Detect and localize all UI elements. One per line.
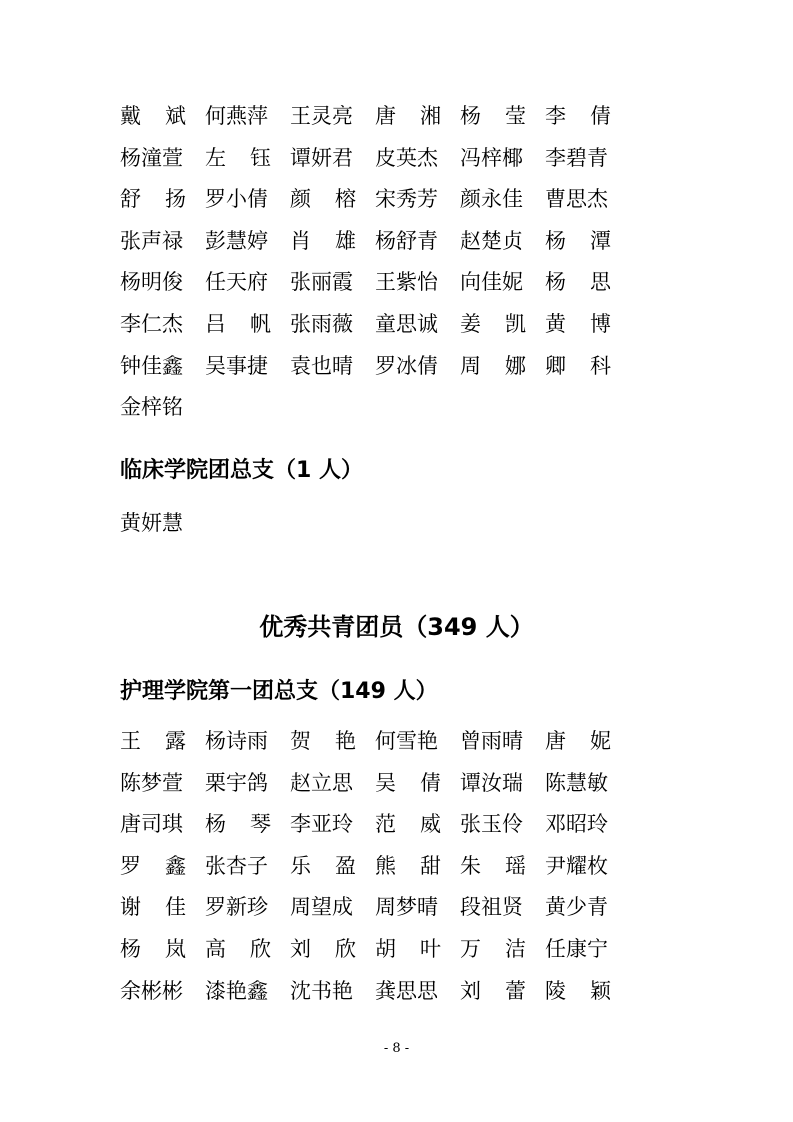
person-name: 舒 扬 xyxy=(120,187,186,212)
person-name: 任康宁 xyxy=(545,937,608,961)
person-name: 宋秀芳 xyxy=(375,187,438,212)
person-name: 杨 莹 xyxy=(460,104,526,128)
name-row xyxy=(0,226,793,256)
person-name: 栗宇鸽 xyxy=(205,770,268,795)
person-name: 张杏子 xyxy=(205,853,268,878)
name-row xyxy=(0,184,793,214)
person-name: 任天府 xyxy=(205,270,268,295)
person-name: 杨明俊 xyxy=(120,270,183,295)
person-name: 陵 颖 xyxy=(545,978,611,1003)
person-name: 罗小倩 xyxy=(205,187,268,212)
person-name: 张丽霞 xyxy=(290,270,353,295)
person-name: 袁也晴 xyxy=(290,353,353,378)
person-name: 周梦晴 xyxy=(375,895,438,920)
person-name: 戴 斌 xyxy=(120,104,186,128)
person-name: 何雪艳 xyxy=(375,729,438,753)
person-name: 熊 甜 xyxy=(375,853,441,878)
person-name: 罗冰倩 xyxy=(375,353,438,378)
name-row xyxy=(0,892,793,922)
person-name: 皮英杰 xyxy=(375,145,438,170)
person-name: 杨潼萱 xyxy=(120,145,183,170)
person-name: 黄 博 xyxy=(545,312,611,336)
person-name: 李 倩 xyxy=(545,104,611,128)
person-name: 万 洁 xyxy=(460,937,526,961)
person-name: 沈书艳 xyxy=(290,978,353,1003)
person-name: 周望成 xyxy=(290,895,353,920)
person-name: 罗 鑫 xyxy=(120,853,186,878)
person-name: 高 欣 xyxy=(205,937,271,961)
person-name: 黄少青 xyxy=(545,895,608,920)
person-name: 钟佳鑫 xyxy=(120,353,183,378)
name-row xyxy=(0,809,793,839)
name-row xyxy=(0,508,793,538)
person-name: 乐 盈 xyxy=(290,853,356,878)
person-name: 肖 雄 xyxy=(290,228,356,253)
person-name: 朱 瑶 xyxy=(460,853,526,878)
person-name: 杨 琴 xyxy=(205,812,271,837)
section-heading-clinical: 临床学院团总支（1 人） xyxy=(120,458,363,483)
person-name: 漆艳鑫 xyxy=(205,978,268,1003)
person-name: 刘 欣 xyxy=(290,937,356,961)
person-name: 冯梓椰 xyxy=(460,145,523,170)
person-name: 王灵亮 xyxy=(290,104,353,128)
person-name: 李仁杰 xyxy=(120,312,183,336)
person-name: 刘 蕾 xyxy=(460,978,526,1003)
person-name: 邓昭玲 xyxy=(545,812,608,837)
person-name: 余彬彬 xyxy=(120,978,183,1003)
person-name: 曹思杰 xyxy=(545,187,608,212)
person-name: 尹耀枚 xyxy=(545,853,608,878)
name-row xyxy=(0,768,793,798)
name-row xyxy=(0,934,793,964)
name-row xyxy=(0,101,793,131)
person-name: 张玉伶 xyxy=(460,812,523,837)
person-name: 陈梦萱 xyxy=(120,770,183,795)
name-row xyxy=(0,726,793,756)
section-heading-nursing-first: 护理学院第一团总支（149 人） xyxy=(120,679,438,704)
person-name: 罗新珍 xyxy=(205,895,268,920)
person-name: 唐 妮 xyxy=(545,729,611,753)
person-name: 杨诗雨 xyxy=(205,729,268,753)
person-name: 彭慧婷 xyxy=(205,228,268,253)
page-title-outstanding-members: 优秀共青团员（349 人） xyxy=(259,613,534,641)
person-name: 黄妍慧 xyxy=(120,511,183,535)
name-row xyxy=(0,351,793,381)
name-row xyxy=(0,851,793,881)
person-name: 曾雨晴 xyxy=(460,729,523,753)
person-name: 杨舒青 xyxy=(375,228,438,253)
name-row xyxy=(0,976,793,1006)
person-name: 范 威 xyxy=(375,812,441,837)
name-row xyxy=(0,143,793,173)
person-name: 王紫怡 xyxy=(375,270,438,295)
person-name: 卿 科 xyxy=(545,353,611,378)
person-name: 唐 湘 xyxy=(375,104,441,128)
person-name: 胡 叶 xyxy=(375,937,441,961)
person-name: 李碧青 xyxy=(545,145,608,170)
name-row xyxy=(0,267,793,297)
person-name: 杨 潭 xyxy=(545,228,611,253)
person-name: 陈慧敏 xyxy=(545,770,608,795)
person-name: 谢 佳 xyxy=(120,895,186,920)
person-name: 贺 艳 xyxy=(290,729,356,753)
person-name: 向佳妮 xyxy=(460,270,523,295)
person-name: 颜永佳 xyxy=(460,187,523,212)
person-name: 周 娜 xyxy=(460,353,526,378)
person-name: 赵立思 xyxy=(290,770,353,795)
person-name: 赵楚贞 xyxy=(460,228,523,253)
person-name: 段祖贤 xyxy=(460,895,523,920)
person-name: 金梓铭 xyxy=(120,395,183,420)
person-name: 李亚玲 xyxy=(290,812,353,837)
person-name: 颜 榕 xyxy=(290,187,356,212)
person-name: 童思诚 xyxy=(375,312,438,336)
person-name: 谭妍君 xyxy=(290,145,353,170)
person-name: 王 露 xyxy=(120,729,186,753)
person-name: 唐司琪 xyxy=(120,812,183,837)
person-name: 何燕萍 xyxy=(205,104,268,128)
person-name: 龚思思 xyxy=(375,978,438,1003)
name-row xyxy=(0,309,793,339)
person-name: 杨 思 xyxy=(545,270,611,295)
person-name: 谭汝瑞 xyxy=(460,770,523,795)
person-name: 吕 帆 xyxy=(205,312,271,336)
name-row xyxy=(0,392,793,422)
person-name: 吴 倩 xyxy=(375,770,441,795)
person-name: 吴事捷 xyxy=(205,353,268,378)
page-number: - 8 - xyxy=(383,1041,410,1056)
person-name: 张声禄 xyxy=(120,228,183,253)
person-name: 张雨薇 xyxy=(290,312,353,336)
person-name: 姜 凯 xyxy=(460,312,526,336)
person-name: 左 钰 xyxy=(205,145,271,170)
person-name: 杨 岚 xyxy=(120,937,186,961)
